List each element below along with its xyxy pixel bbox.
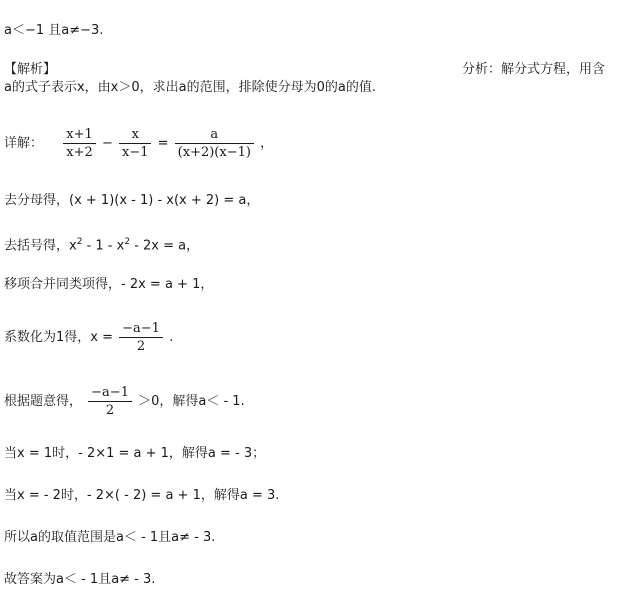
cond-fraction <box>88 384 132 419</box>
detail-label: 详解： <box>4 136 44 151</box>
step-coefficient <box>4 318 173 358</box>
final-answer: 故答案为a＜ - 1且a≠ - 3. <box>4 572 156 587</box>
step-bracket-pre: 去括号得，x <box>4 238 77 254</box>
cond-tail: ＞0，解得a＜ - 1. <box>138 394 245 409</box>
coef-numerator: −a−1 <box>119 320 163 338</box>
step-combine-terms: 移项合并同类项得，- 2x = a + 1， <box>4 277 214 292</box>
detail-equation <box>4 122 273 166</box>
detail-tail: ， <box>260 136 274 151</box>
cond-text: 根据题意得， <box>4 394 83 409</box>
minus-sign: − <box>101 136 113 151</box>
fraction-1-numerator: x+1 <box>63 126 96 144</box>
step-remove-brackets <box>4 233 199 255</box>
fraction-2 <box>119 126 152 161</box>
analysis-tag: 【解析】 <box>4 62 57 77</box>
cond-denominator: 2 <box>105 403 115 418</box>
cond-numerator: −a−1 <box>88 384 132 402</box>
analysis-right-text: 分析：解分式方程，用含 <box>462 62 606 77</box>
analysis-line-2: a的式子表示x，由x＞0，求出a的范围，排除使分母为0的a的值. <box>4 80 376 95</box>
step-clear-denominator: 去分母得，(x + 1)(x - 1) - x(x + 2) = a， <box>4 193 260 208</box>
fraction-1 <box>63 126 96 161</box>
coef-tail: . <box>169 330 174 345</box>
fraction-1-denominator: x+2 <box>66 145 93 160</box>
fraction-3-numerator: a <box>175 126 254 144</box>
step-bracket-mid: - 1 - x <box>82 238 125 254</box>
range-conclusion: 所以a的取值范围是a＜ - 1且a≠ - 3. <box>4 530 216 545</box>
answer-line: a＜−1 且a≠−3. <box>4 23 104 38</box>
coef-fraction <box>119 320 163 355</box>
equals-sign: = <box>157 136 169 151</box>
case-x-equals-1: 当x = 1时，- 2×1 = a + 1，解得a = - 3； <box>4 446 266 461</box>
exponent-2: 2 <box>124 237 131 247</box>
exponent-1: 2 <box>76 237 83 247</box>
fraction-3-denominator: (x+2)(x−1) <box>177 145 251 160</box>
coef-denominator: 2 <box>136 339 146 354</box>
fraction-2-denominator: x−1 <box>121 145 149 160</box>
fraction-3 <box>175 126 254 161</box>
fraction-2-numerator: x <box>119 126 152 144</box>
step-condition <box>4 382 245 422</box>
case-x-equals-minus-2: 当x = - 2时，- 2×( - 2) = a + 1，解得a = 3. <box>4 488 280 503</box>
step-bracket-post: - 2x = a， <box>130 238 200 254</box>
coef-text: 系数化为1得，x = <box>4 330 118 345</box>
